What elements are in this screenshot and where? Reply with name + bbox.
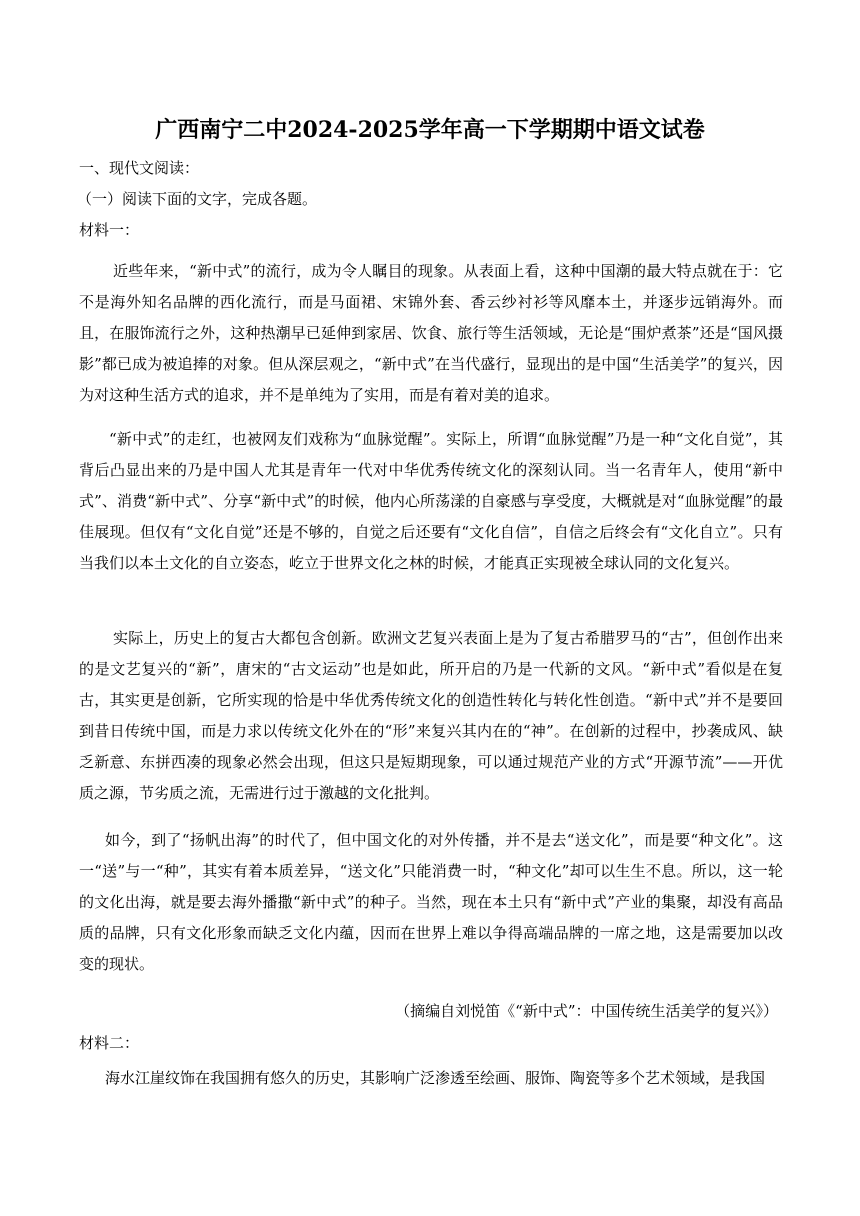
material-two-label: 材料二： xyxy=(79,1034,140,1052)
document-title: 广西南宁二中2024-2025学年高一下学期期中语文试卷 xyxy=(155,117,705,143)
material-one-label: 材料一： xyxy=(79,221,140,239)
paragraph-3: 实际上，历史上的复古大都包含创新。欧洲文艺复兴表面上是为了复古希腊罗马的“古”，但创作出来的是文艺复兴的“新”，唐宋的“古文运动”也是如此，所开启的乃是一代新的文风。“新中式”看似是在复古，其实更是创新，它所实现的恰是中华优秀传统文化的创造性转化与转化性创造。“新中式”并不是要回到昔日传统中国，而是力求以传统文化外在的“形”来复兴其内在的“神”。在创新的过程中，抄袭成风、缺乏新意、东拼西凑的现象必然会出现，但这只是短期现象，可以通过规范产业的方式“开源节流”——开优质之源，节劣质之流，无需进行过于激越的文化批判。 xyxy=(79,629,783,802)
source-citation: （摘编自刘悦笛《“新中式”：中国传统生活美学的复兴》） xyxy=(395,1002,778,1020)
section-heading: 一、现代文阅读： xyxy=(79,159,200,177)
paragraph-2: “新中式”的走红，也被网友们戏称为“血脉觉醒”。实际上，所谓“血脉觉醒”乃是一种“文化自觉”，其背后凸显出来的乃是中国人尤其是青年一代对中华优秀传统文化的深刻认同。当一名青年人，使用“新中式”、消费“新中式”、分享“新中式”的时候，他内心所荡漾的自豪感与享受度，大概就是对“血脉觉醒”的最佳展现。但仅有“文化自觉”还是不够的，自觉之后还要有“文化自信”，自信之后终会有“文化自立”。只有当我们以本土文化的自立姿态，屹立于世界文化之林的时候，才能真正实现被全球认同的文化复兴。 xyxy=(79,430,783,572)
paragraph-4: 如今，到了“扬帆出海”的时代了，但中国文化的对外传播，并不是去“送文化”，而是要“种文化”。这一“送”与一“种”，其实有着本质差异，“送文化”只能消费一时，“种文化”却可以生生不息。所以，这一轮的文化出海，就是要去海外播撒“新中式”的种子。当然，现在本土只有“新中式”产业的集聚，却没有高品质的品牌，只有文化形象而缺乏文化内蕴，因而在世界上难以争得高端品牌的一席之地，这是需要加以改变的现状。 xyxy=(79,831,783,973)
material-two-first-line: 海水江崖纹饰在我国拥有悠久的历史，其影响广泛渗透至绘画、服饰、陶瓷等多个艺术领域，是我国 xyxy=(105,1069,766,1087)
paragraph-1: 近些年来，“新中式”的流行，成为令人瞩目的现象。从表面上看，这种中国潮的最大特点就在于：它不是海外知名品牌的西化流行，而是马面裙、宋锦外套、香云纱衬衫等风靡本土，并逐步远销海外。而且，在服饰流行之外，这种热潮早已延伸到家居、饮食、旅行等生活领域，无论是“围炉煮茶”还是“国风摄影”都已成为被追捧的对象。但从深层观之，“新中式”在当代盛行，显现出的是中国“生活美学”的复兴，因为对这种生活方式的追求，并不是单纯为了实用，而是有着对美的追求。 xyxy=(79,262,783,404)
reading-instruction: （一）阅读下面的文字，完成各题。 xyxy=(77,190,318,208)
